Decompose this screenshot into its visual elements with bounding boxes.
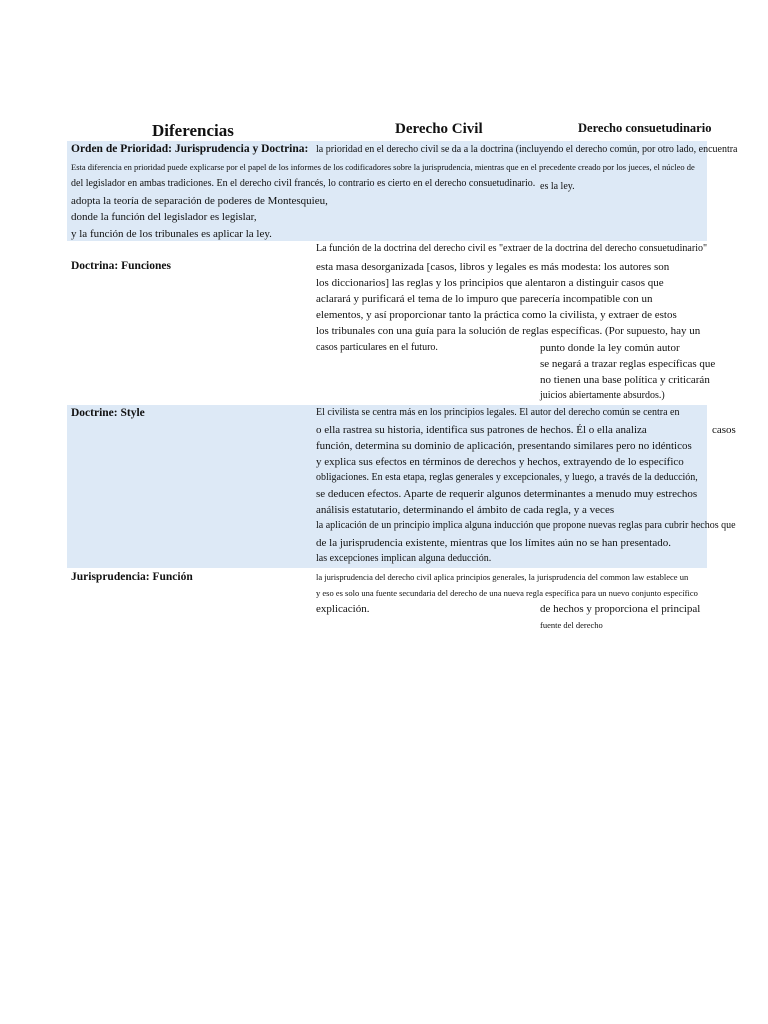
- row2-line: elementos, y así proporcionar tanto la práctica como la civilista, y extraer de estos: [316, 309, 677, 321]
- row3-line: obligaciones. En esta etapa, reglas generales y excepcionales, y luego, a través de la deducción,: [316, 472, 698, 483]
- header-derecho-civil: Derecho Civil: [395, 121, 483, 137]
- row3-line: se deducen efectos. Aparte de requerir algunos determinantes a menudo muy estrechos: [316, 488, 698, 500]
- row2-line: los tribunales con una guía para la solución de reglas específicas. (Por supuesto, hay un: [316, 325, 701, 337]
- row3-line: las excepciones implican alguna deducción.: [316, 553, 492, 564]
- row3-line: y explica sus efectos en términos de derechos y hechos, extrayendo de lo específico: [316, 456, 684, 468]
- row-label-prioridad: Orden de Prioridad: Jurisprudencia y Doctrina:: [71, 143, 309, 155]
- row4-line: fuente del derecho: [540, 620, 603, 630]
- row2-line: punto donde la ley común autor: [540, 342, 680, 354]
- row2-line: los diccionarios] las reglas y los principios que alentaron a distinguir casos que: [316, 277, 664, 289]
- header-diferencias: Diferencias: [152, 121, 234, 140]
- row-label-doctrina-funciones: Doctrina: Funciones: [71, 260, 171, 272]
- row2-line: no tienen una base política y criticarán: [540, 374, 710, 386]
- row1-line: adopta la teoría de separación de poderes de Montesquieu,: [71, 195, 328, 207]
- row1-line: del legislador en ambas tradiciones. En el derecho civil francés, lo contrario es cierto en el derecho consuetudinario.: [71, 178, 536, 189]
- row3-line: análisis estatutario, determinando el ámbito de cada regla, y a veces: [316, 504, 615, 516]
- row2-line: juicios abiertamente absurdos.): [540, 390, 665, 401]
- row3-line: casos: [712, 424, 736, 436]
- row3-line: función, determina su dominio de aplicación, presentando similares pero no idénticos: [316, 440, 692, 452]
- row4-line: la jurisprudencia del derecho civil aplica principios generales, la jurisprudencia del common law establece un: [316, 572, 689, 582]
- row3-line: El civilista se centra más en los principios legales. El autor del derecho común se centra en: [316, 407, 680, 418]
- row-label-doctrine-style: Doctrine: Style: [71, 407, 145, 419]
- row2-line: casos particulares en el futuro.: [316, 342, 438, 353]
- row1-line: es la ley.: [540, 181, 575, 192]
- row1-line: la prioridad en el derecho civil se da a la doctrina (incluyendo el derecho común, por otro lado, encuentra: [316, 144, 738, 155]
- row4-line: y eso es solo una fuente secundaria del derecho de una nueva regla específica para un nuevo conjunto específico: [316, 588, 698, 598]
- row1-line: Esta diferencia en prioridad puede explicarse por el papel de los informes de los codificadores sobre la jurisprudencia, mientras que en el precedente creado por los jueces, el núcleo de: [71, 162, 695, 172]
- row2-line: se negará a trazar reglas específicas que: [540, 358, 716, 370]
- row3-line: o ella rastrea su historia, identifica sus patrones de hechos. Él o ella analiza: [316, 424, 647, 436]
- row3-line: la aplicación de un principio implica alguna inducción que propone nuevas reglas para cubrir hechos que: [316, 520, 736, 531]
- row-label-jurisprudencia-funcion: Jurisprudencia: Función: [71, 571, 193, 583]
- row1-line: y la función de los tribunales es aplicar la ley.: [71, 228, 272, 240]
- row2-line: esta masa desorganizada [casos, libros y legales es más modesta: los autores son: [316, 261, 670, 273]
- header-derecho-consuetudinario: Derecho consuetudinario: [578, 121, 712, 135]
- row4-line: de hechos y proporciona el principal: [540, 603, 701, 615]
- row4-line: explicación.: [316, 603, 370, 615]
- row2-line: La función de la doctrina del derecho civil es "extraer de la doctrina del derecho consuetudinario": [316, 243, 708, 254]
- row2-line: aclarará y purificará el tema de lo impuro que parecería incompatible con un: [316, 293, 653, 305]
- row1-line: donde la función del legislador es legislar,: [71, 211, 257, 223]
- row3-line: de la jurisprudencia existente, mientras que los límites aún no se han presentado.: [316, 537, 671, 549]
